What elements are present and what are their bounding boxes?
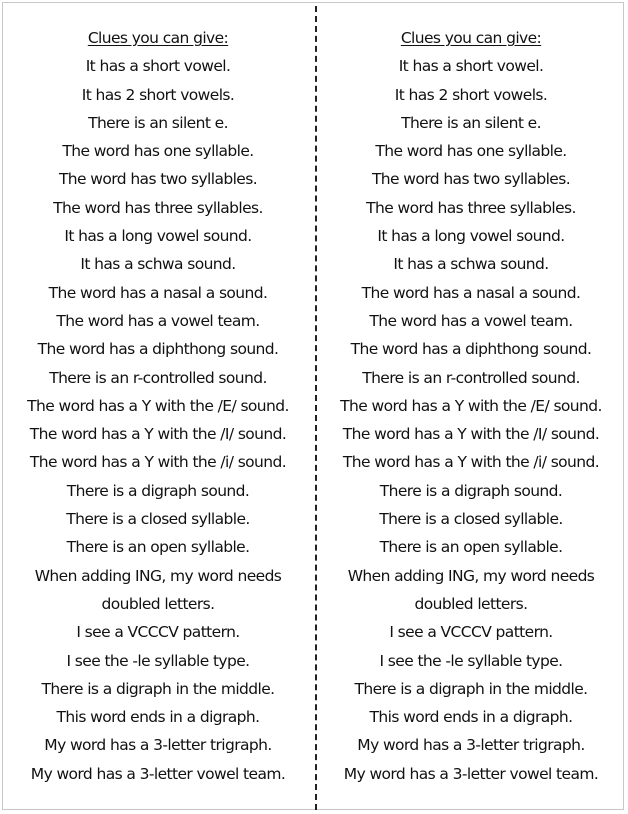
dashed-cut-line xyxy=(315,6,317,810)
clue-line: The word has one syllable. xyxy=(375,142,567,161)
clue-column-right xyxy=(318,24,624,788)
clue-line: My word has a 3-letter trigraph. xyxy=(44,736,272,755)
clue-line: The word has two syllables. xyxy=(371,170,571,189)
clue-line: The word has two syllables. xyxy=(58,170,258,189)
clue-line: The word has a diphthong sound. xyxy=(37,340,279,359)
clue-line: The word has a Y with the /E/ sound. xyxy=(340,396,602,415)
clue-line: doubled letters. xyxy=(414,594,528,613)
clue-line: The word has one syllable. xyxy=(62,142,254,161)
clue-line: My word has a 3-letter vowel team. xyxy=(343,764,599,783)
clue-line: I see a VCCCV pattern. xyxy=(76,623,240,642)
clue-line: My word has a 3-letter trigraph. xyxy=(357,736,585,755)
clue-line: The word has three syllables. xyxy=(366,198,576,217)
clue-line: There is a digraph sound. xyxy=(379,481,563,500)
clue-line: When adding ING, my word needs xyxy=(34,566,282,585)
clue-line: It has a long vowel sound. xyxy=(377,227,565,246)
clue-line: The word has a vowel team. xyxy=(56,311,260,330)
clue-line: It has 2 short vowels. xyxy=(81,85,235,104)
clue-line: There is an open syllable. xyxy=(66,538,250,557)
clue-line: There is a closed syllable. xyxy=(379,510,563,529)
clue-line: There is an open syllable. xyxy=(379,538,563,557)
clue-line: It has 2 short vowels. xyxy=(394,85,548,104)
clue-line: My word has a 3-letter vowel team. xyxy=(30,764,286,783)
clue-line: There is an silent e. xyxy=(88,113,228,132)
clue-heading: Clues you can give: xyxy=(400,29,542,47)
clue-column-left xyxy=(5,24,311,788)
clue-line: I see the -le syllable type. xyxy=(66,651,250,670)
clue-line: The word has a Y with the /I/ sound. xyxy=(29,425,287,444)
clue-line: The word has three syllables. xyxy=(53,198,263,217)
clue-line: There is a digraph sound. xyxy=(66,481,250,500)
clue-line: There is a digraph in the middle. xyxy=(354,679,588,698)
clue-line: There is an silent e. xyxy=(401,113,541,132)
clue-line: doubled letters. xyxy=(101,594,215,613)
clue-line: This word ends in a digraph. xyxy=(56,708,260,727)
clue-line: There is a digraph in the middle. xyxy=(41,679,275,698)
clue-line: When adding ING, my word needs xyxy=(347,566,595,585)
clue-line: This word ends in a digraph. xyxy=(369,708,573,727)
clue-line: The word has a diphthong sound. xyxy=(350,340,592,359)
clue-line: The word has a Y with the /E/ sound. xyxy=(27,396,289,415)
clue-line: It has a short vowel. xyxy=(85,57,231,76)
clue-line: The word has a nasal a sound. xyxy=(48,283,268,302)
clue-line: It has a short vowel. xyxy=(398,57,544,76)
clue-heading: Clues you can give: xyxy=(87,29,229,47)
clue-line: The word has a Y with the /I/ sound. xyxy=(342,425,600,444)
clue-line: There is a closed syllable. xyxy=(66,510,250,529)
clue-line: It has a long vowel sound. xyxy=(64,227,252,246)
clue-line: I see the -le syllable type. xyxy=(379,651,563,670)
clue-line: It has a schwa sound. xyxy=(80,255,236,274)
clue-line: The word has a Y with the /i/ sound. xyxy=(342,453,600,472)
clue-line: There is an r-controlled sound. xyxy=(49,368,267,387)
clue-line: The word has a Y with the /i/ sound. xyxy=(29,453,287,472)
clue-line: I see a VCCCV pattern. xyxy=(389,623,553,642)
clue-line: The word has a nasal a sound. xyxy=(361,283,581,302)
clue-line: There is an r-controlled sound. xyxy=(362,368,580,387)
clue-line: It has a schwa sound. xyxy=(393,255,549,274)
clue-line: The word has a vowel team. xyxy=(369,311,573,330)
